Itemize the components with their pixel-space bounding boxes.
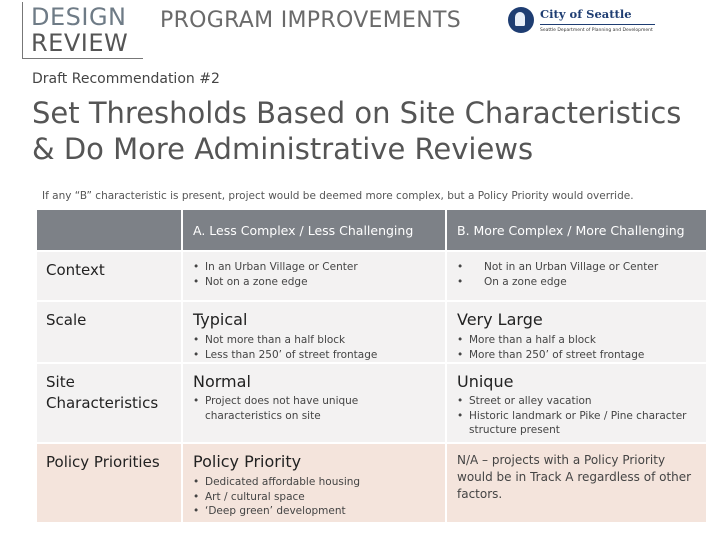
header-empty-cell <box>37 210 181 250</box>
city-seal-icon <box>508 7 534 33</box>
subtitle: Draft Recommendation #2 <box>32 71 220 87</box>
list-item: • On a zone edge <box>457 275 698 290</box>
page-title <box>32 95 712 167</box>
cell-b <box>445 362 706 442</box>
logo-line-review: REVIEW <box>31 29 129 57</box>
list-item: • ‘Deep green’ development <box>193 504 445 519</box>
list-item: • Dedicated affordable housing <box>193 475 445 490</box>
cell-heading: Policy Priority <box>193 452 302 471</box>
city-department: Seattle Department of Planning and Development <box>540 28 653 33</box>
table-row <box>37 442 706 522</box>
city-name: City of Seattle <box>540 7 632 21</box>
city-rule <box>540 24 655 25</box>
cell-b <box>445 442 706 522</box>
list-item: • Not in an Urban Village or Center <box>457 260 698 275</box>
header-col-b: B. More Complex / More Challenging <box>445 210 706 250</box>
note-text: If any “B” characteristic is present, project would be deemed more complex, but a Policy Priority would override. <box>42 190 634 202</box>
header-col-a: A. Less Complex / Less Challenging <box>181 210 445 250</box>
list-item: • Less than 250’ of street frontage <box>193 348 445 363</box>
cell-heading: Normal <box>193 372 251 391</box>
list-item: • Not more than a half block <box>193 333 445 348</box>
design-review-logo <box>22 2 143 59</box>
list-item: • Historic landmark or Pike / Pine character structure present <box>457 409 698 438</box>
logo-line-design: DESIGN <box>31 3 127 31</box>
program-title: PROGRAM IMPROVEMENTS <box>160 8 461 33</box>
table-row <box>37 250 706 300</box>
list-item: • More than 250’ of street frontage <box>457 348 706 363</box>
header <box>0 0 720 58</box>
cell-b <box>445 250 706 300</box>
list <box>447 329 706 362</box>
table-row <box>37 362 706 442</box>
list <box>457 260 698 289</box>
cell-heading: Unique <box>457 372 514 391</box>
row-label: Policy Priorities <box>37 442 181 522</box>
list-item: • Project does not have unique characteristics on site <box>193 394 437 423</box>
list-item: • Art / cultural space <box>193 490 445 505</box>
list <box>193 260 437 289</box>
list-item: • In an Urban Village or Center <box>193 260 437 275</box>
cell-heading: Very Large <box>457 310 543 329</box>
title-line-2: & Do More Administrative Reviews <box>32 132 534 166</box>
list <box>183 329 445 362</box>
cell-a <box>181 442 445 522</box>
table-row <box>37 300 706 362</box>
list-item: • Street or alley vacation <box>457 394 698 409</box>
list-item: • More than a half a block <box>457 333 706 348</box>
cell-heading: Typical <box>193 310 248 329</box>
cell-a <box>181 300 445 362</box>
thresholds-table <box>37 210 706 522</box>
cell-b <box>445 300 706 362</box>
list <box>447 391 706 438</box>
row-label: Scale <box>37 300 181 362</box>
list <box>183 471 445 519</box>
row-label: Site Characteristics <box>37 362 181 442</box>
list-item: • Not on a zone edge <box>193 275 437 290</box>
table-header-row <box>37 210 706 250</box>
cell-a <box>181 250 445 300</box>
cell-text: N/A – projects with a Policy Priority would be in Track A regardless of other factors. <box>457 453 692 501</box>
cell-a <box>181 362 445 442</box>
row-label: Context <box>37 250 181 300</box>
list <box>183 391 445 423</box>
title-line-1: Set Thresholds Based on Site Characteristics <box>32 96 682 130</box>
